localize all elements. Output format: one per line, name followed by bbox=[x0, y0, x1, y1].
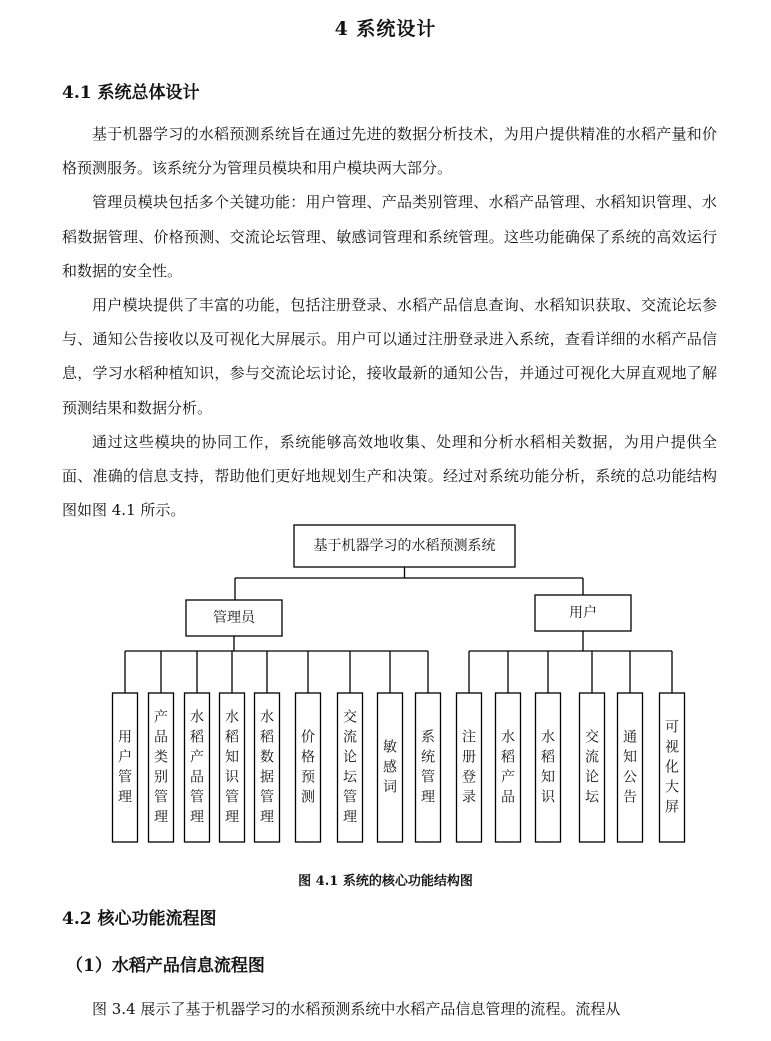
user-function-node-label: 通知公告 bbox=[623, 729, 637, 806]
admin-node-label: 管理员 bbox=[213, 610, 255, 626]
user-function-node-label: 交流论坛 bbox=[585, 729, 599, 806]
user-function-node-box bbox=[496, 693, 521, 842]
section-heading-4-1: 4.1 系统总体设计 bbox=[62, 83, 200, 103]
root-node-label: 基于机器学习的水稻预测系统 bbox=[313, 538, 496, 554]
admin-function-node-label: 交流论坛管理 bbox=[343, 709, 357, 826]
paragraph-intro: 基于机器学习的水稻预测系统旨在通过先进的数据分析技术，为用户提供精准的水稻产量和价格预测服务。该系统分为管理员模块和用户模块两大部分。 bbox=[62, 125, 717, 178]
user-function-node-box bbox=[618, 693, 643, 842]
user-function-node-label: 水稻知识 bbox=[541, 729, 555, 806]
paragraph-admin-module: 管理员模块包括多个关键功能：用户管理、产品类别管理、水稻产品管理、水稻知识管理、水稻数据管理、价格预测、交流论坛管理、敏感词管理和系统管理。这些功能确保了系统的高效运行和数据的安全性。 bbox=[62, 193, 717, 280]
user-function-node-box bbox=[457, 693, 482, 842]
user-node-label: 用户 bbox=[569, 605, 597, 621]
user-function-node-label: 可视化大屏 bbox=[665, 719, 679, 816]
admin-function-node-label: 系统管理 bbox=[421, 729, 435, 806]
admin-function-node-label: 价格预测 bbox=[301, 729, 315, 806]
admin-function-node-label: 水稻产品管理 bbox=[190, 709, 204, 826]
paragraph-user-module: 用户模块提供了丰富的功能，包括注册登录、水稻产品信息查询、水稻知识获取、交流论坛参与、通知公告接收以及可视化大屏展示。用户可以通过注册登录进入系统，查看详细的水稻产品信息，学习水稻种植知识，参与交流论坛讨论，接收最新的通知公告，并通过可视化大屏直观地了解预测结果和数据分析。 bbox=[62, 296, 717, 417]
admin-function-node-label: 水稻数据管理 bbox=[260, 709, 274, 826]
user-function-node-box bbox=[536, 693, 561, 842]
admin-function-node-label: 水稻知识管理 bbox=[225, 709, 239, 826]
section-heading-4-2: 4.2 核心功能流程图 bbox=[62, 909, 217, 929]
user-function-node-label: 水稻产品 bbox=[501, 729, 515, 806]
subsection-heading-1: （1）水稻产品信息流程图 bbox=[66, 956, 265, 976]
user-function-node-label: 注册登录 bbox=[462, 729, 476, 806]
admin-function-node-box bbox=[416, 693, 441, 842]
admin-function-node-label: 敏感词 bbox=[383, 739, 397, 796]
admin-function-node-label: 产品类别管理 bbox=[154, 709, 168, 826]
admin-function-node-box bbox=[296, 693, 321, 842]
chapter-title: 4 系统设计 bbox=[334, 18, 437, 40]
admin-function-node-label: 用户管理 bbox=[118, 729, 132, 806]
admin-function-node-box bbox=[113, 693, 138, 842]
user-function-node-box bbox=[580, 693, 605, 842]
paragraph-flow-intro: 图 3.4 展示了基于机器学习的水稻预测系统中水稻产品信息管理的流程。流程从 bbox=[92, 1000, 621, 1018]
paragraph-summary: 通过这些模块的协同工作，系统能够高效地收集、处理和分析水稻相关数据，为用户提供全面、准确的信息支持，帮助他们更好地规划生产和决策。经过对系统功能分析，系统的总功能结构图如图 4.1 所示。 bbox=[62, 432, 717, 520]
figure-caption: 图 4.1 系统的核心功能结构图 bbox=[298, 874, 473, 889]
